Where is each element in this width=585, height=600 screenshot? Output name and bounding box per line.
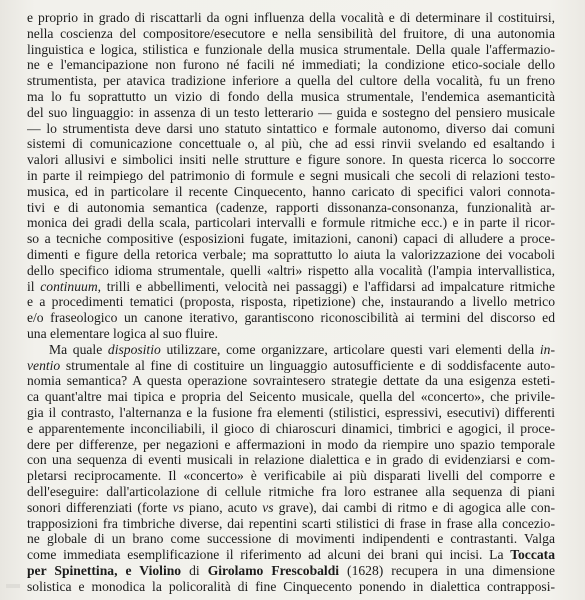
italic-term: vs xyxy=(172,499,184,515)
text-line xyxy=(27,437,555,453)
text-run: con una sequenza di eventi musicali in relazione dialettica e in grado di evidenziarsi e com- xyxy=(27,452,555,468)
text-line xyxy=(27,279,555,295)
text-run: gia il contrasto, l'alternanza e la fusione fra elementi (stilistici, espressivi, esecutivi) differenti xyxy=(27,404,555,420)
body-text xyxy=(27,10,555,594)
text-run: e a procedimenti tematici (proposta, risposta, ripetizione) che, instaurando a livello metrico xyxy=(27,294,555,310)
bold-term: Girolamo Frescobaldi xyxy=(207,562,340,578)
text-run: il xyxy=(27,278,41,294)
text-line xyxy=(27,484,555,500)
text-run: utilizzare, come organizzare, articolare questi vari elementi della xyxy=(160,341,540,357)
text-line xyxy=(27,326,555,342)
text-run: (1628) recupera in una dimensione xyxy=(339,562,555,578)
bold-term: per Spinettina, e Violino xyxy=(27,562,182,578)
text-run: ne e l'emancipazione non furono né facili né immediati; la condizione etico-sociale dello xyxy=(27,57,555,73)
text-run: sonori differenziati (forte xyxy=(27,499,173,515)
text-run: , trilli e abbellimenti, velocità nei passaggi) e l'affidarsi ad impalcature ritmiche xyxy=(97,278,555,294)
paragraph xyxy=(27,342,555,595)
text-run: sistemi di comunicazione concettuale o, al più, che ad essi rinvii svelando ed esaltando i xyxy=(27,136,555,152)
text-line xyxy=(27,42,555,58)
text-run: e/o fraseologico un canone iterativo, garantiscono riconoscibilità ai termini del discorso ed xyxy=(27,310,555,326)
text-run: valori allusivi e simbolici insiti nelle strutture e figure sonore. In questa ricerca lo soccorre xyxy=(27,152,555,168)
text-run: grave), dai cambi di ritmo e di agogica alle con- xyxy=(273,499,555,515)
text-run: in parte il reimpiego del patrimonio di formule e segni musicali che secoli di relazioni testo- xyxy=(27,167,555,183)
text-line xyxy=(27,10,555,26)
text-run: pletarsi reciprocamente. Il «concerto» è verificabile ai più disparati livelli del comporre e xyxy=(27,468,555,484)
text-run: una elementare logica al suo fluire. xyxy=(27,325,218,341)
text-run: trapposizioni fra timbriche diverse, dai repentini scarti stilistici di frase in frase alla concezio- xyxy=(27,515,555,531)
text-run: piano, acuto xyxy=(183,499,263,515)
text-run: linguistica e logica, stilistica e funzionale della musica strumentale. Della quale l'affermazio- xyxy=(27,41,555,57)
text-line xyxy=(27,184,555,200)
text-line xyxy=(27,516,555,532)
text-line xyxy=(27,89,555,105)
text-line xyxy=(27,168,555,184)
text-line xyxy=(27,452,555,468)
text-run: — lo strumentista deve darsi uno statuto sintattico e formale autonomo, diverso dai comuni xyxy=(27,120,555,136)
text-line xyxy=(27,73,555,89)
text-line xyxy=(27,152,555,168)
text-run: dello specifico idioma strumentale, quelli «altri» rispetto alla vocalità (l'ampia intervallistica, xyxy=(27,262,555,278)
text-run: dell'eseguire: dall'articolazione di cellule ritmiche fra loro estranee alla sequenza di piani xyxy=(27,483,555,499)
text-line xyxy=(27,26,555,42)
text-run: come immediata esemplificazione il riferimento ad alcuni dei brani qui incisi. La xyxy=(27,547,511,563)
text-line xyxy=(27,310,555,326)
page-edge-mark xyxy=(6,584,20,588)
text-run: strumentale al fine di costituire un linguaggio autosufficiente e di soddisfacente auto- xyxy=(60,357,555,373)
text-line xyxy=(27,231,555,247)
text-run: del suo linguaggio: in assenza di un testo letterario — guida e sostegno del pensiero musicale xyxy=(27,104,555,120)
text-run: Ma quale xyxy=(49,341,108,357)
text-line xyxy=(27,215,555,231)
text-line xyxy=(27,373,555,389)
text-line xyxy=(27,105,555,121)
bold-term: Toccata xyxy=(510,547,555,563)
text-line xyxy=(27,389,555,405)
italic-term: in- xyxy=(539,341,555,357)
text-line xyxy=(27,547,555,563)
text-line xyxy=(27,579,555,595)
text-run: dimenti e figure della retorica verbale; ma soprattutto lo aiuta la valorizzazione dei vocaboli xyxy=(27,246,555,262)
text-run: ca quant'altre mai tipica e propria del Seicento musicale, quella del «concerto», che privile- xyxy=(27,389,555,405)
italic-term: vs xyxy=(262,499,274,515)
italic-term: continuum xyxy=(40,278,98,294)
text-run: monica dei gradi della scala, particolari intervalli e formule ritmiche ecc.) e in parte il ricor- xyxy=(27,215,555,231)
text-line xyxy=(27,263,555,279)
text-run: di xyxy=(181,562,208,578)
text-line xyxy=(27,500,555,516)
text-line xyxy=(27,57,555,73)
text-run: tivi e di autonomia semantica (cadenze, rapporti dissonanza-consonanza, funzionalità ar- xyxy=(27,199,555,215)
text-run: musica, ed in particolare il recente Cinquecento, hanno caricato di specifici valori connota- xyxy=(27,183,555,199)
text-run: e apparentemente inconciliabili, il gioco di chiaroscuri dinamici, timbrici e agogici, il proce- xyxy=(27,420,555,436)
text-run: nomia semantica? A questa operazione sovraintesero strategie dettate da una esigenza esteti- xyxy=(27,373,555,389)
text-line xyxy=(27,468,555,484)
text-line xyxy=(27,294,555,310)
text-line xyxy=(27,563,555,579)
text-line xyxy=(27,421,555,437)
text-line xyxy=(27,358,555,374)
text-line xyxy=(27,342,555,358)
italic-term: dispositio xyxy=(107,341,161,357)
text-line xyxy=(27,405,555,421)
paragraph xyxy=(27,10,555,342)
text-run: ma lo fu soprattutto un vizio di fondo della musica strumentale, l'endemica asemanticità xyxy=(27,88,555,104)
text-line xyxy=(27,247,555,263)
text-run: e proprio in grado di riscattarli da ogni influenza della vocalità e di determinare il costituirsi, xyxy=(27,10,555,25)
text-line xyxy=(27,136,555,152)
text-run: nella coscienza del compositore/esecutore e nella sensibilità del fruitore, di una autonomia xyxy=(27,25,555,41)
text-run: so a tecniche compositive (esposizioni fugate, imitazioni, canoni) capaci di alludere a proce- xyxy=(27,231,555,247)
text-run: dere per differenze, per negazioni e affermazioni in modo da riempire uno spazio temporale xyxy=(27,436,555,452)
text-line xyxy=(27,121,555,137)
text-line xyxy=(27,200,555,216)
text-run: ne globale di un brano come successione di movimenti indipendenti e contrastanti. Valga xyxy=(27,531,555,547)
text-run: strumentista, per atavica tradizione inferiore a quella del cultore della vocalità, fu un freno xyxy=(27,73,555,89)
italic-term: ventio xyxy=(27,357,61,373)
text-line xyxy=(27,531,555,547)
text-run: solistica e monodica la policoralità di fine Cinquecento ponendo in dialettica contrapposi- xyxy=(27,578,555,594)
